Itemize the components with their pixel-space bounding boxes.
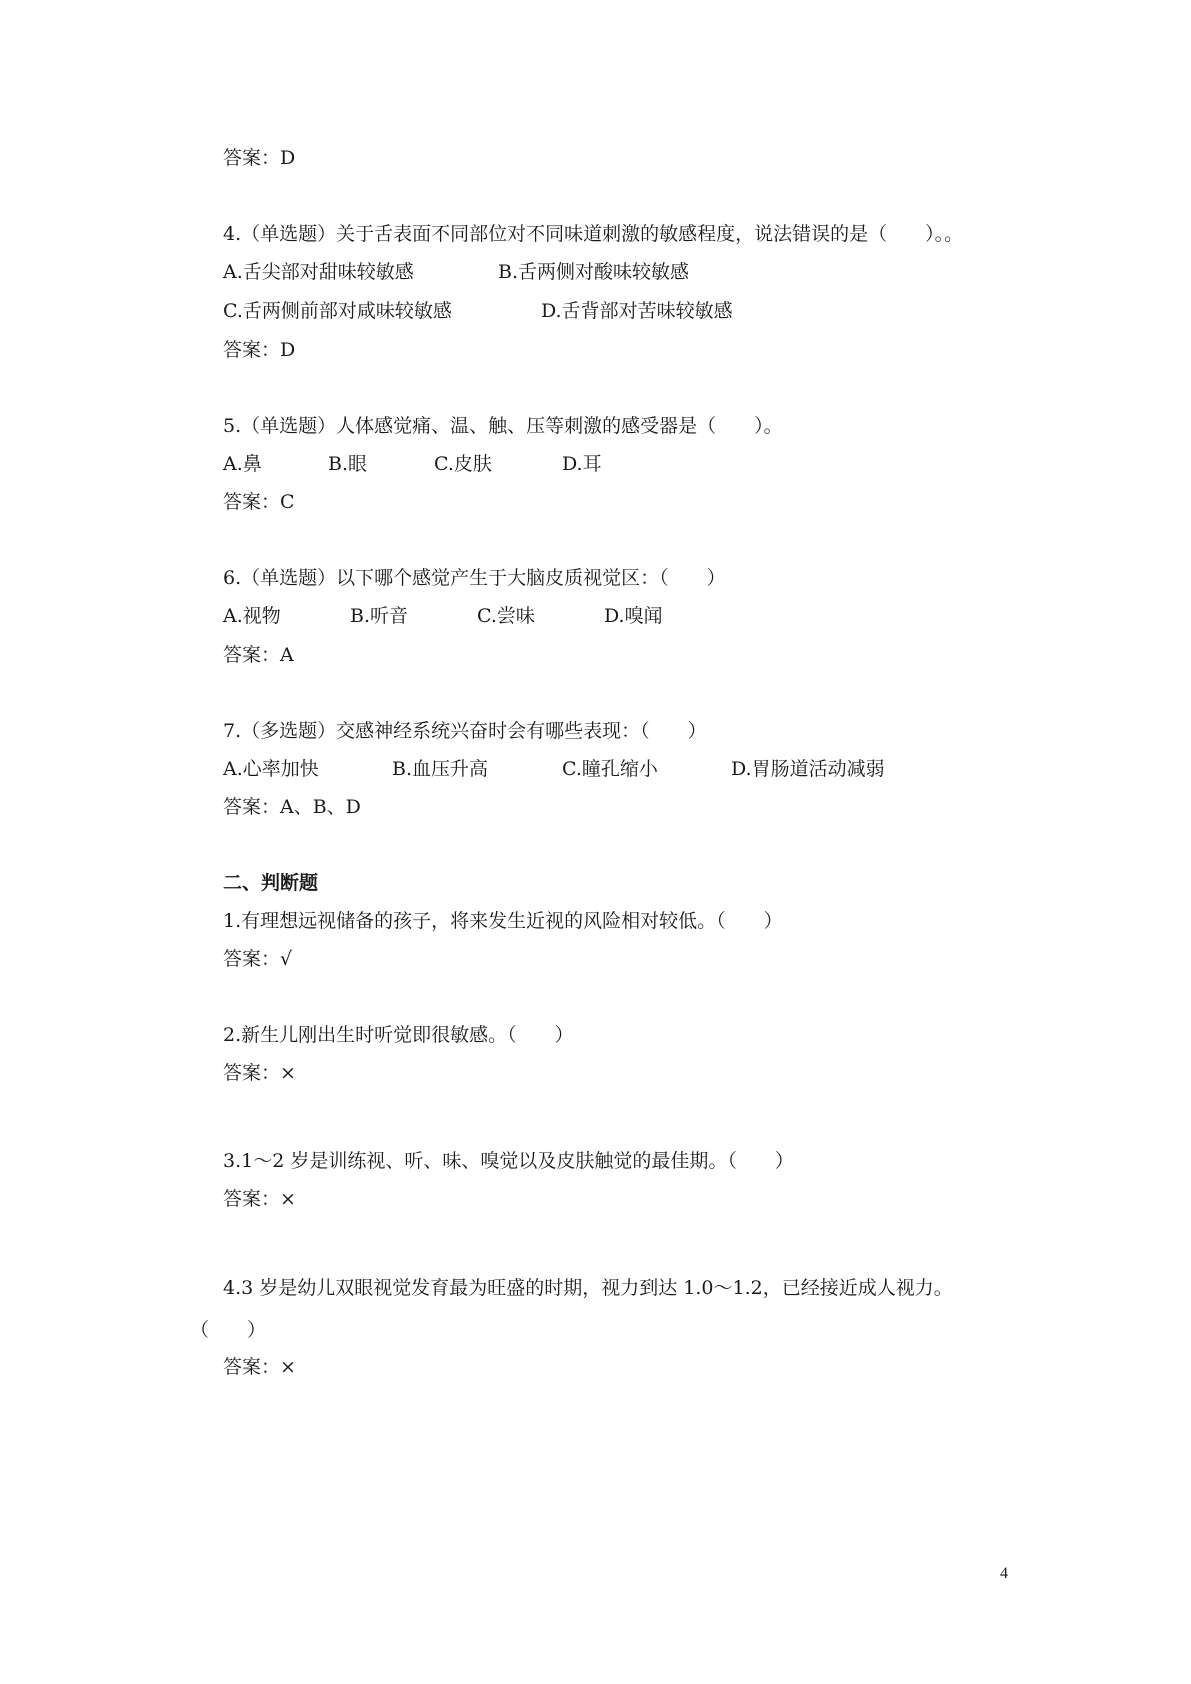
option-d: D.耳 [562,453,602,475]
answer-line: 答案：× [223,1188,296,1210]
question-text: 5.（单选题）人体感觉痛、温、触、压等刺激的感受器是（ ）。 [223,415,783,437]
question-text-continuation: （ ） [190,1319,267,1341]
page-number: 4 [1000,1565,1008,1582]
option-b: B.舌两侧对酸味较敏感 [498,261,690,283]
question-text: 2.新生儿刚出生时听觉即很敏感。（ ） [223,1024,574,1046]
question-text: 1.有理想远视储备的孩子，将来发生近视的风险相对较低。（ ） [223,910,783,932]
question-text: 6.（单选题）以下哪个感觉产生于大脑皮质视觉区：（ ） [223,567,726,589]
answer-line: 答案：A [223,644,294,666]
answer-line: 答案：× [223,1356,296,1378]
answer-line: 答案：√ [223,948,293,970]
question-text: 7.（多选题）交感神经系统兴奋时会有哪些表现：（ ） [223,720,707,742]
option-c: C.舌两侧前部对咸味较敏感 [223,300,452,322]
question-text: 4.3 岁是幼儿双眼视觉发育最为旺盛的时期，视力到达 1.0～1.2，已经接近成人视力。 [223,1277,953,1299]
option-a: A.心率加快 [223,758,319,780]
option-b: B.血压升高 [392,758,489,780]
question-text: 3.1～2 岁是训练视、听、味、嗅觉以及皮肤触觉的最佳期。（ ） [223,1150,794,1172]
answer-line: 答案：D [223,147,296,169]
option-d: D.胃肠道活动减弱 [731,758,885,780]
option-b: B.听音 [350,605,409,627]
option-a: A.鼻 [223,453,262,475]
section-heading: 二、判断题 [223,872,319,894]
answer-line: 答案：C [223,491,295,513]
option-d: D.舌背部对苦味较敏感 [541,300,733,322]
option-c: C.瞳孔缩小 [562,758,658,780]
option-d: D.嗅闻 [604,605,663,627]
answer-line: 答案：× [223,1062,296,1084]
answer-line: 答案：D [223,339,296,361]
option-a: A.视物 [223,605,281,627]
question-text: 4.（单选题）关于舌表面不同部位对不同味道刺激的敏感程度，说法错误的是（ ）。。 [223,223,964,245]
option-b: B.眼 [328,453,368,475]
answer-line: 答案：A、B、D [223,796,361,818]
option-c: C.皮肤 [434,453,492,475]
option-c: C.尝味 [477,605,535,627]
option-a: A.舌尖部对甜味较敏感 [223,261,414,283]
